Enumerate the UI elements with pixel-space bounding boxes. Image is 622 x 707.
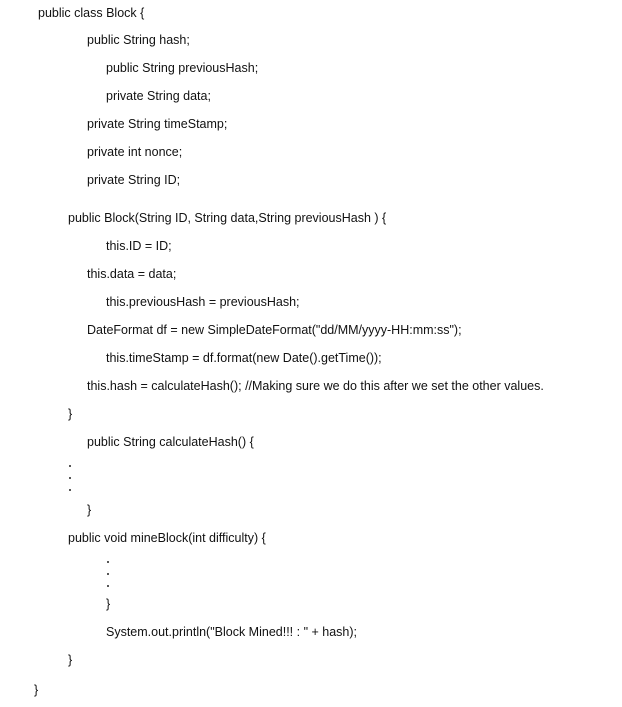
code-line: }	[68, 653, 73, 667]
ellipsis-dot	[107, 561, 109, 563]
code-line: public Block(String ID, String data,String previousHash ) {	[68, 211, 387, 225]
code-line: }	[106, 597, 111, 611]
ellipsis-dot	[69, 477, 71, 479]
code-line: DateFormat df = new SimpleDateFormat("dd/MM/yyyy-HH:mm:ss");	[87, 323, 462, 337]
code-line: public String previousHash;	[106, 61, 259, 75]
code-line: }	[34, 683, 39, 697]
code-line: public void mineBlock(int difficulty) {	[68, 531, 266, 545]
code-line: public class Block {	[38, 6, 145, 20]
code-line: private String data;	[106, 89, 211, 103]
code-line: }	[87, 503, 92, 517]
code-line: this.hash = calculateHash(); //Making sure we do this after we set the other values.	[87, 379, 544, 393]
code-line: public String calculateHash() {	[87, 435, 254, 449]
ellipsis-dot	[69, 465, 71, 467]
code-line: this.ID = ID;	[106, 239, 172, 253]
code-line: private String ID;	[87, 173, 181, 187]
code-line: this.previousHash = previousHash;	[106, 295, 300, 309]
ellipsis-dot	[69, 489, 71, 491]
code-line: this.data = data;	[87, 267, 177, 281]
code-line: private String timeStamp;	[87, 117, 228, 131]
code-line: }	[68, 407, 73, 421]
code-line: private int nonce;	[87, 145, 183, 159]
ellipsis-dot	[107, 573, 109, 575]
code-line: System.out.println("Block Mined!!! : " + hash);	[106, 625, 357, 639]
code-line: public String hash;	[87, 33, 190, 47]
code-line: this.timeStamp = df.format(new Date().getTime());	[106, 351, 382, 365]
ellipsis-dot	[107, 585, 109, 587]
